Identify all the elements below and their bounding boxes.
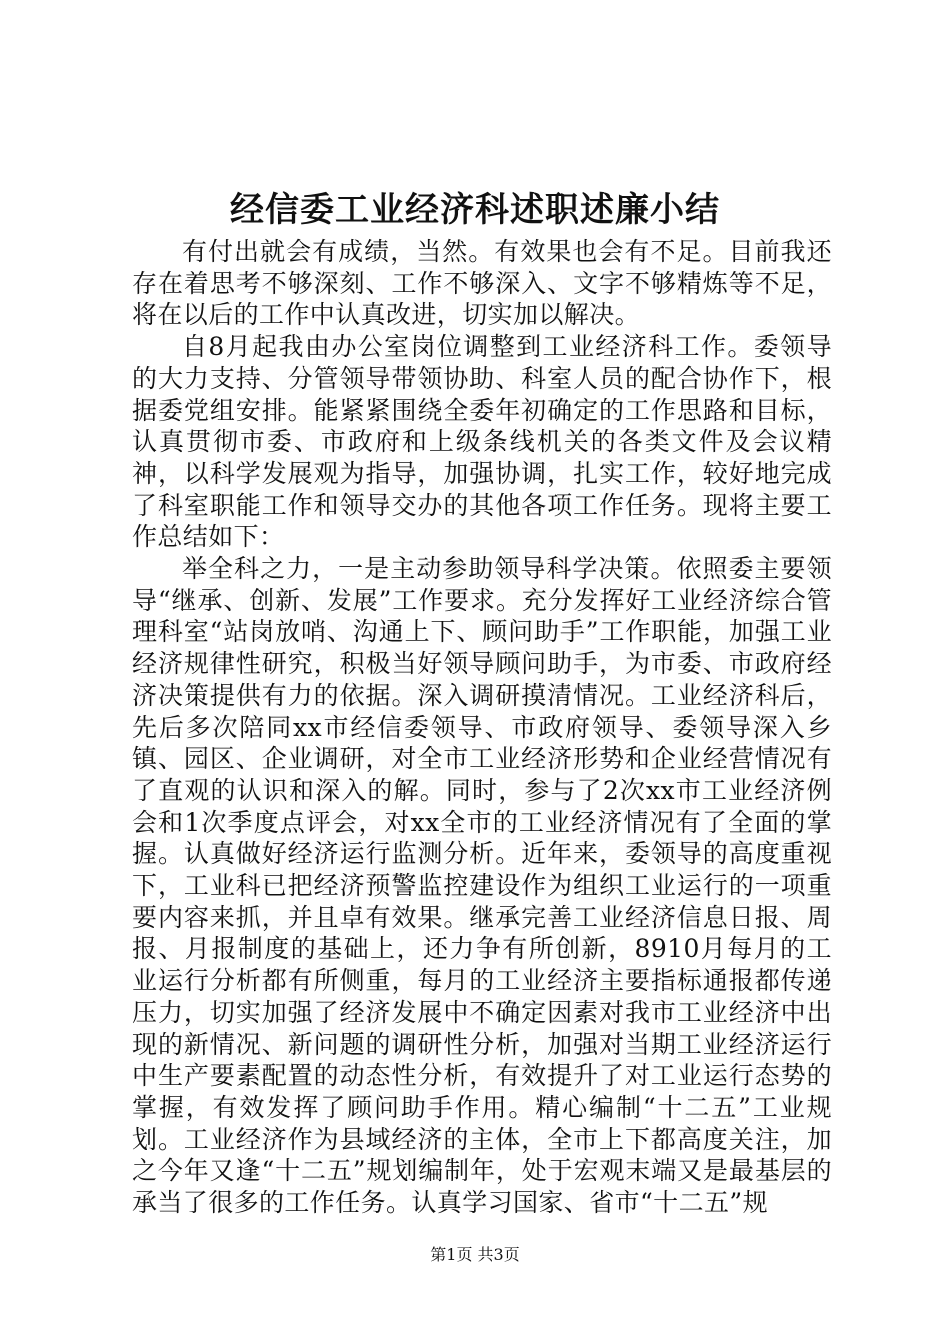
paragraph-1: 有付出就会有成绩，当然。有效果也会有不足。目前我还存在着思考不够深刻、工作不够深入、文字不够精炼等不足，将在以后的工作中认真改进，切实加以解决。 xyxy=(132,237,832,330)
document-title: 经信委工业经济科述职述廉小结 xyxy=(230,190,720,230)
page-footer: 第1页 共3页 xyxy=(430,1245,520,1264)
document-body xyxy=(132,236,832,1219)
paragraph-3: 举全科之力，一是主动参助领导科学决策。依照委主要领导“继承、创新、发展”工作要求。充分发挥好工业经济综合管理科室“站岗放哨、沟通上下、顾问助手”工作职能，加强工业经济规律性研究，积极当好领导顾问助手，为市委、市政府经济决策提供有力的依据。深入调研摸清情况。工业经济科后，先后多次陪同xx市经信委领导、市政府领导、委领导深入乡镇、园区、企业调研，对全市工业经济形势和企业经营情况有了直观的认识和深入的解。同时，参与了2次xx市工业经济例会和1次季度点评会，对xx全市的工业经济情况有了全面的掌握。认真做好经济运行监测分析。近年来，委领导的高度重视下，工业科已把经济预警监控建设作为组织工业运行的一项重要内容来抓，并且卓有效果。继承完善工业经济信息日报、周报、月报制度的基础上，还力争有所创新，8910月每月的工业运行分析都有所侧重，每月的工业经济主要指标通报都传递压力，切实加强了经济发展中不确定因素对我市工业经济中出现的新情况、新问题的调研性分析，加强对当期工业经济运行中生产要素配置的动态性分析，有效提升了对工业运行态势的掌握，有效发挥了顾问助手作用。精心编制“十二五”工业规划。工业经济作为县域经济的主体，全市上下都高度关注，加之今年又逢“十二五”规划编制年，处于宏观末端又是最基层的承当了很多的工作任务。认真学习国家、省市“十二五”规 xyxy=(132,554,832,1218)
paragraph-2: 自8月起我由办公室岗位调整到工业经济科工作。委领导的大力支持、分管领导带领协助、科室人员的配合协作下，根据委党组安排。能紧紧围绕全委年初确定的工作思路和目标，认真贯彻市委、市政府和上级条线机关的各类文件及会议精神，以科学发展观为指导，加强协调，扎实工作，较好地完成了科室职能工作和领导交办的其他各项工作任务。现将主要工作总结如下： xyxy=(132,332,832,552)
